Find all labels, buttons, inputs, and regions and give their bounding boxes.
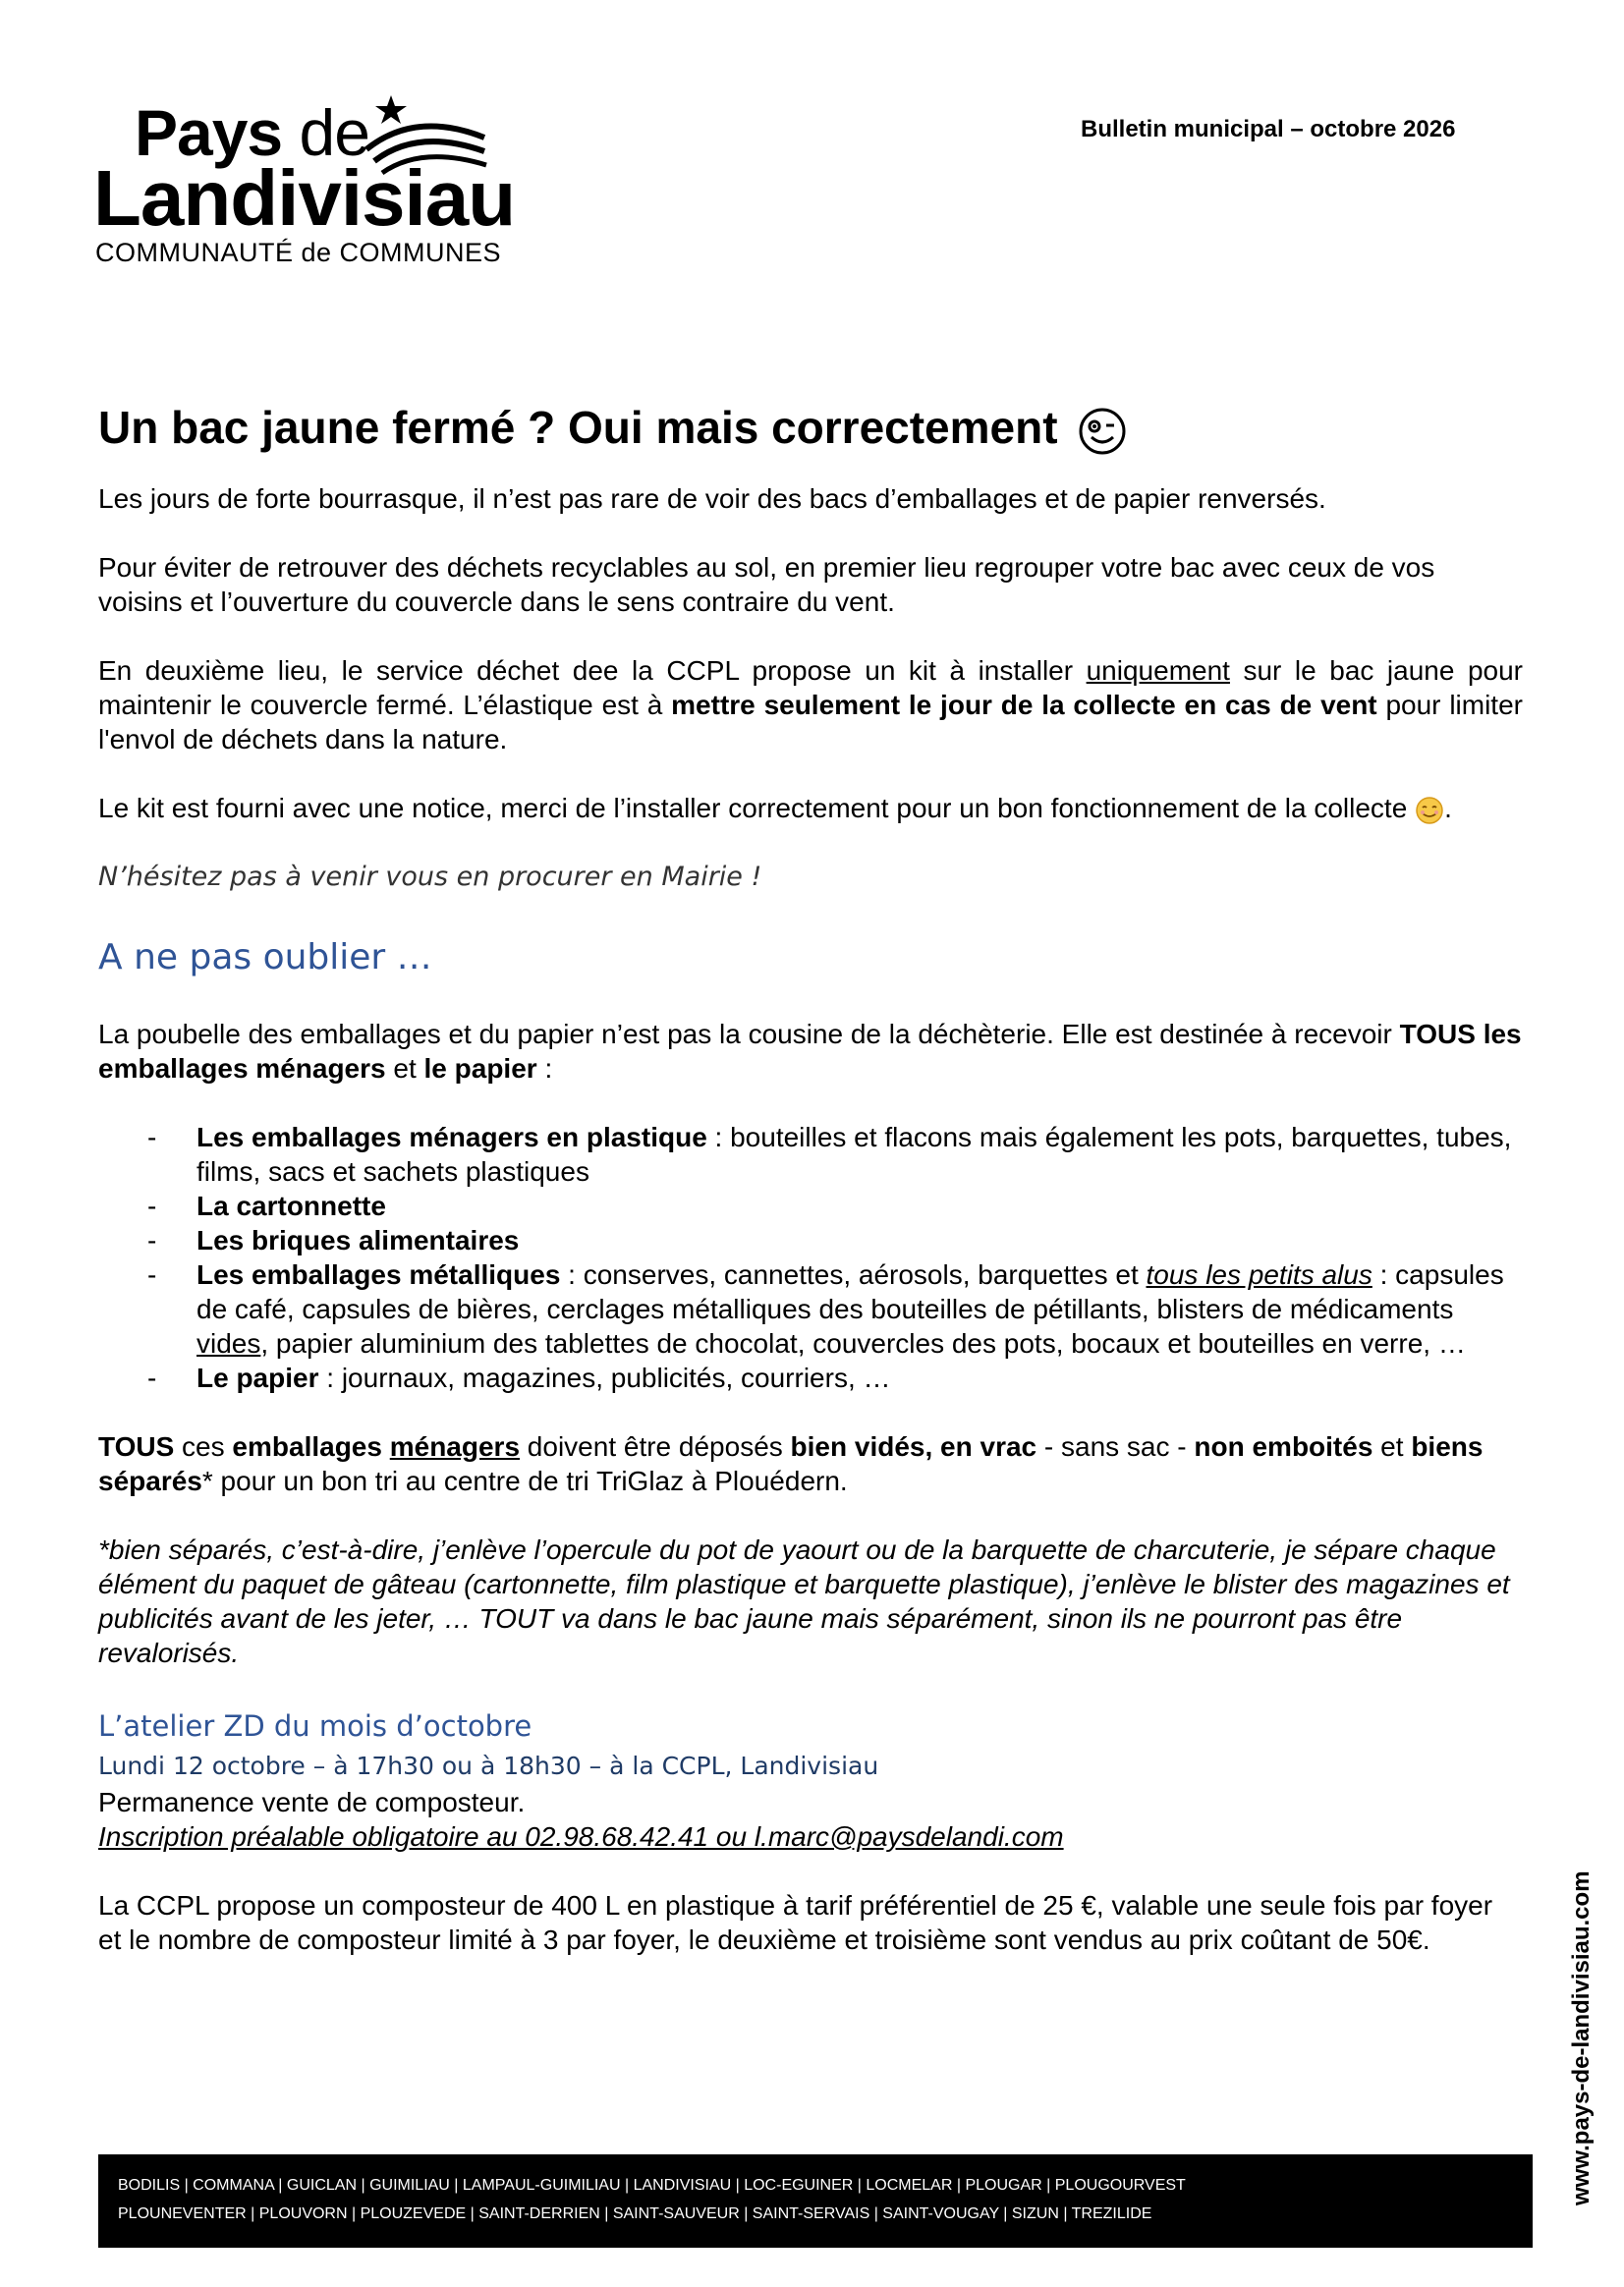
footer-line-1: BODILIS | COMMANA | GUICLAN | GUIMILIAU | LAMPAUL-GUIMILIAU | LANDIVISIAU | LOC-EGUINER | LOCMELAR | PLOUGAR | PLOUGOURVEST	[118, 2177, 1186, 2194]
item-bold: Les briques alimentaires	[196, 1225, 520, 1255]
list-item	[98, 1120, 1523, 1189]
winking-face-icon	[1078, 407, 1127, 456]
item-text: : bouteilles et flacons mais également les pots, barquettes, tubes, films, sacs et sachets plastiques	[196, 1122, 1512, 1187]
list-item	[98, 1361, 1523, 1395]
paragraph-3	[98, 653, 1523, 756]
sorting-rule	[98, 1429, 1523, 1498]
p4-text: Le kit est fourni avec une notice, merci de l’installer correctement pour un bon fonctionnement de la collecte	[98, 793, 1408, 823]
star-waves-icon	[357, 90, 494, 179]
section-heading-oublier: A ne pas oublier …	[98, 937, 432, 977]
paragraph-mairie: N’hésitez pas à venir vous en procurer en Mairie !	[98, 862, 762, 892]
item-italic-underline: tous les petits alus	[1146, 1259, 1372, 1290]
paragraph-1: Les jours de forte bourrasque, il n’est pas rare de voir des bacs d’emballages et de papier renversés.	[98, 483, 1326, 514]
list-item	[98, 1223, 1523, 1257]
rule-d: - sans sac -	[1036, 1431, 1195, 1462]
bulletin-header: Bulletin municipal – octobre 2026	[1081, 116, 1456, 142]
section-heading-atelier: L’atelier ZD du mois d’octobre	[98, 1709, 532, 1743]
smiling-face-icon	[1415, 796, 1444, 825]
item-text: : journaux, magazines, publicités, courriers, …	[318, 1363, 891, 1393]
paragraph-2: Pour éviter de retrouver des déchets recyclables au sol, en premier lieu regrouper votre bac avec ceux de vos voisins et l’ouverture du couvercle dans le sens contraire du vent.	[98, 552, 1435, 617]
item-bold: La cartonnette	[196, 1191, 386, 1221]
paragraph-4	[98, 791, 1523, 825]
p3-underline: uniquement	[1086, 655, 1230, 686]
rule-bold-1: TOUS	[98, 1431, 175, 1462]
rule-bold-underline: ménagers	[389, 1431, 521, 1462]
rule-bold-4: non emboités	[1194, 1431, 1373, 1462]
article-title-text: Un bac jaune fermé ? Oui mais correctement	[98, 402, 1058, 453]
rule-bold-2: emballages	[232, 1431, 390, 1462]
rule-a: ces	[174, 1431, 233, 1462]
item-bold: Les emballages ménagers en plastique	[196, 1122, 707, 1152]
rule-e: et	[1372, 1431, 1412, 1462]
p4-end: .	[1444, 793, 1452, 823]
rule-bold-3: bien vidés, en vrac	[790, 1431, 1037, 1462]
article-title	[98, 393, 1523, 462]
footer-line-2: PLOUNEVENTER | PLOUVORN | PLOUZEVEDE | SAINT-DERRIEN | SAINT-SAUVEUR | SAINT-SERVAIS | SAINT-VOUGAY | SIZUN | TREZILIDE	[118, 2205, 1152, 2222]
p3-bold: mettre seulement le jour de la collecte en cas de vent	[671, 690, 1377, 720]
atelier-line-2	[98, 1819, 1523, 1854]
intro-a: La poubelle des emballages et du papier n’est pas la cousine de la déchèterie. Elle est destinée à recevoir	[98, 1019, 1400, 1049]
main-content	[98, 393, 1523, 1991]
intro-bold-1: TOUS les emballages ménagers	[98, 1019, 1522, 1084]
item-bold: Le papier	[196, 1363, 319, 1393]
p3-text-c: pour limiter l'envol de déchets dans la nature.	[98, 690, 1523, 754]
logo-landivisiau: Landivisiau	[93, 154, 516, 242]
footer-communes	[98, 2154, 1533, 2248]
list-item	[98, 1189, 1523, 1223]
item-bold: Les emballages métalliques	[196, 1259, 561, 1290]
logo-pays: Pays	[135, 96, 283, 169]
item-text: : conserves, cannettes, aérosols, barquettes et	[560, 1259, 1147, 1290]
logo-communaute: COMMUNAUTÉ de COMMUNES	[95, 238, 502, 267]
rule-bold-5: biens séparés	[98, 1431, 1484, 1496]
rule-f: * pour un bon tri au centre de tri TriGlaz à Plouédern.	[201, 1466, 848, 1496]
intro-d: :	[536, 1053, 553, 1084]
composteur-paragraph: La CCPL propose un composteur de 400 L en plastique à tarif préférentiel de 25 €, valable une seule fois par foyer et le nombre de composteur limité à 3 par foyer, le deuxième et troisième sont vendus au prix coûtant de 50€.	[98, 1890, 1493, 1955]
atelier-line-1: Permanence vente de composteur.	[98, 1787, 526, 1817]
logo	[93, 90, 516, 277]
intro-bold-2: le papier	[423, 1053, 537, 1084]
website-url[interactable]: www.pays-de-landivisiau.com	[1568, 1870, 1595, 2205]
inscription-link[interactable]: Inscription préalable obligatoire au 02.98.68.42.41 ou l.marc@paysdelandi.com	[98, 1821, 1064, 1852]
logo-de: de	[299, 96, 369, 169]
intro-c: et	[385, 1053, 424, 1084]
item-text-2: : capsules de café, capsules de bières, cerclages métalliques des bouteilles de pétillants, blisters de médicaments	[196, 1259, 1504, 1324]
item-text-3: , papier aluminium des tablettes de chocolat, couvercles des pots, bocaux et bouteilles en verre, …	[260, 1328, 1466, 1359]
list-item	[98, 1257, 1523, 1361]
section2-intro	[98, 1017, 1523, 1086]
packaging-list	[98, 1120, 1523, 1395]
rule-c: doivent être déposés	[520, 1431, 791, 1462]
item-underline: vides	[196, 1328, 261, 1359]
p3-text-a: En deuxième lieu, le service déchet dee la CCPL propose un kit à installer	[98, 655, 1087, 686]
atelier-date: Lundi 12 octobre – à 17h30 ou à 18h30 – à la CCPL, Landivisiau	[98, 1752, 879, 1780]
p3-text-b: sur le bac jaune pour maintenir le couvercle fermé. L’élastique est à	[98, 655, 1524, 720]
footnote: *bien séparés, c’est-à-dire, j’enlève l’opercule du pot de yaourt ou de la barquette de charcuterie, je sépare chaque élément du paquet de gâteau (cartonnette, film plastique et barquette plastique), j’enlève le blister des magazines et publicités avant de les jeter, … TOUT va dans le bac jaune mais séparément, sinon ils ne pourront pas être revalorisés.	[98, 1534, 1510, 1668]
